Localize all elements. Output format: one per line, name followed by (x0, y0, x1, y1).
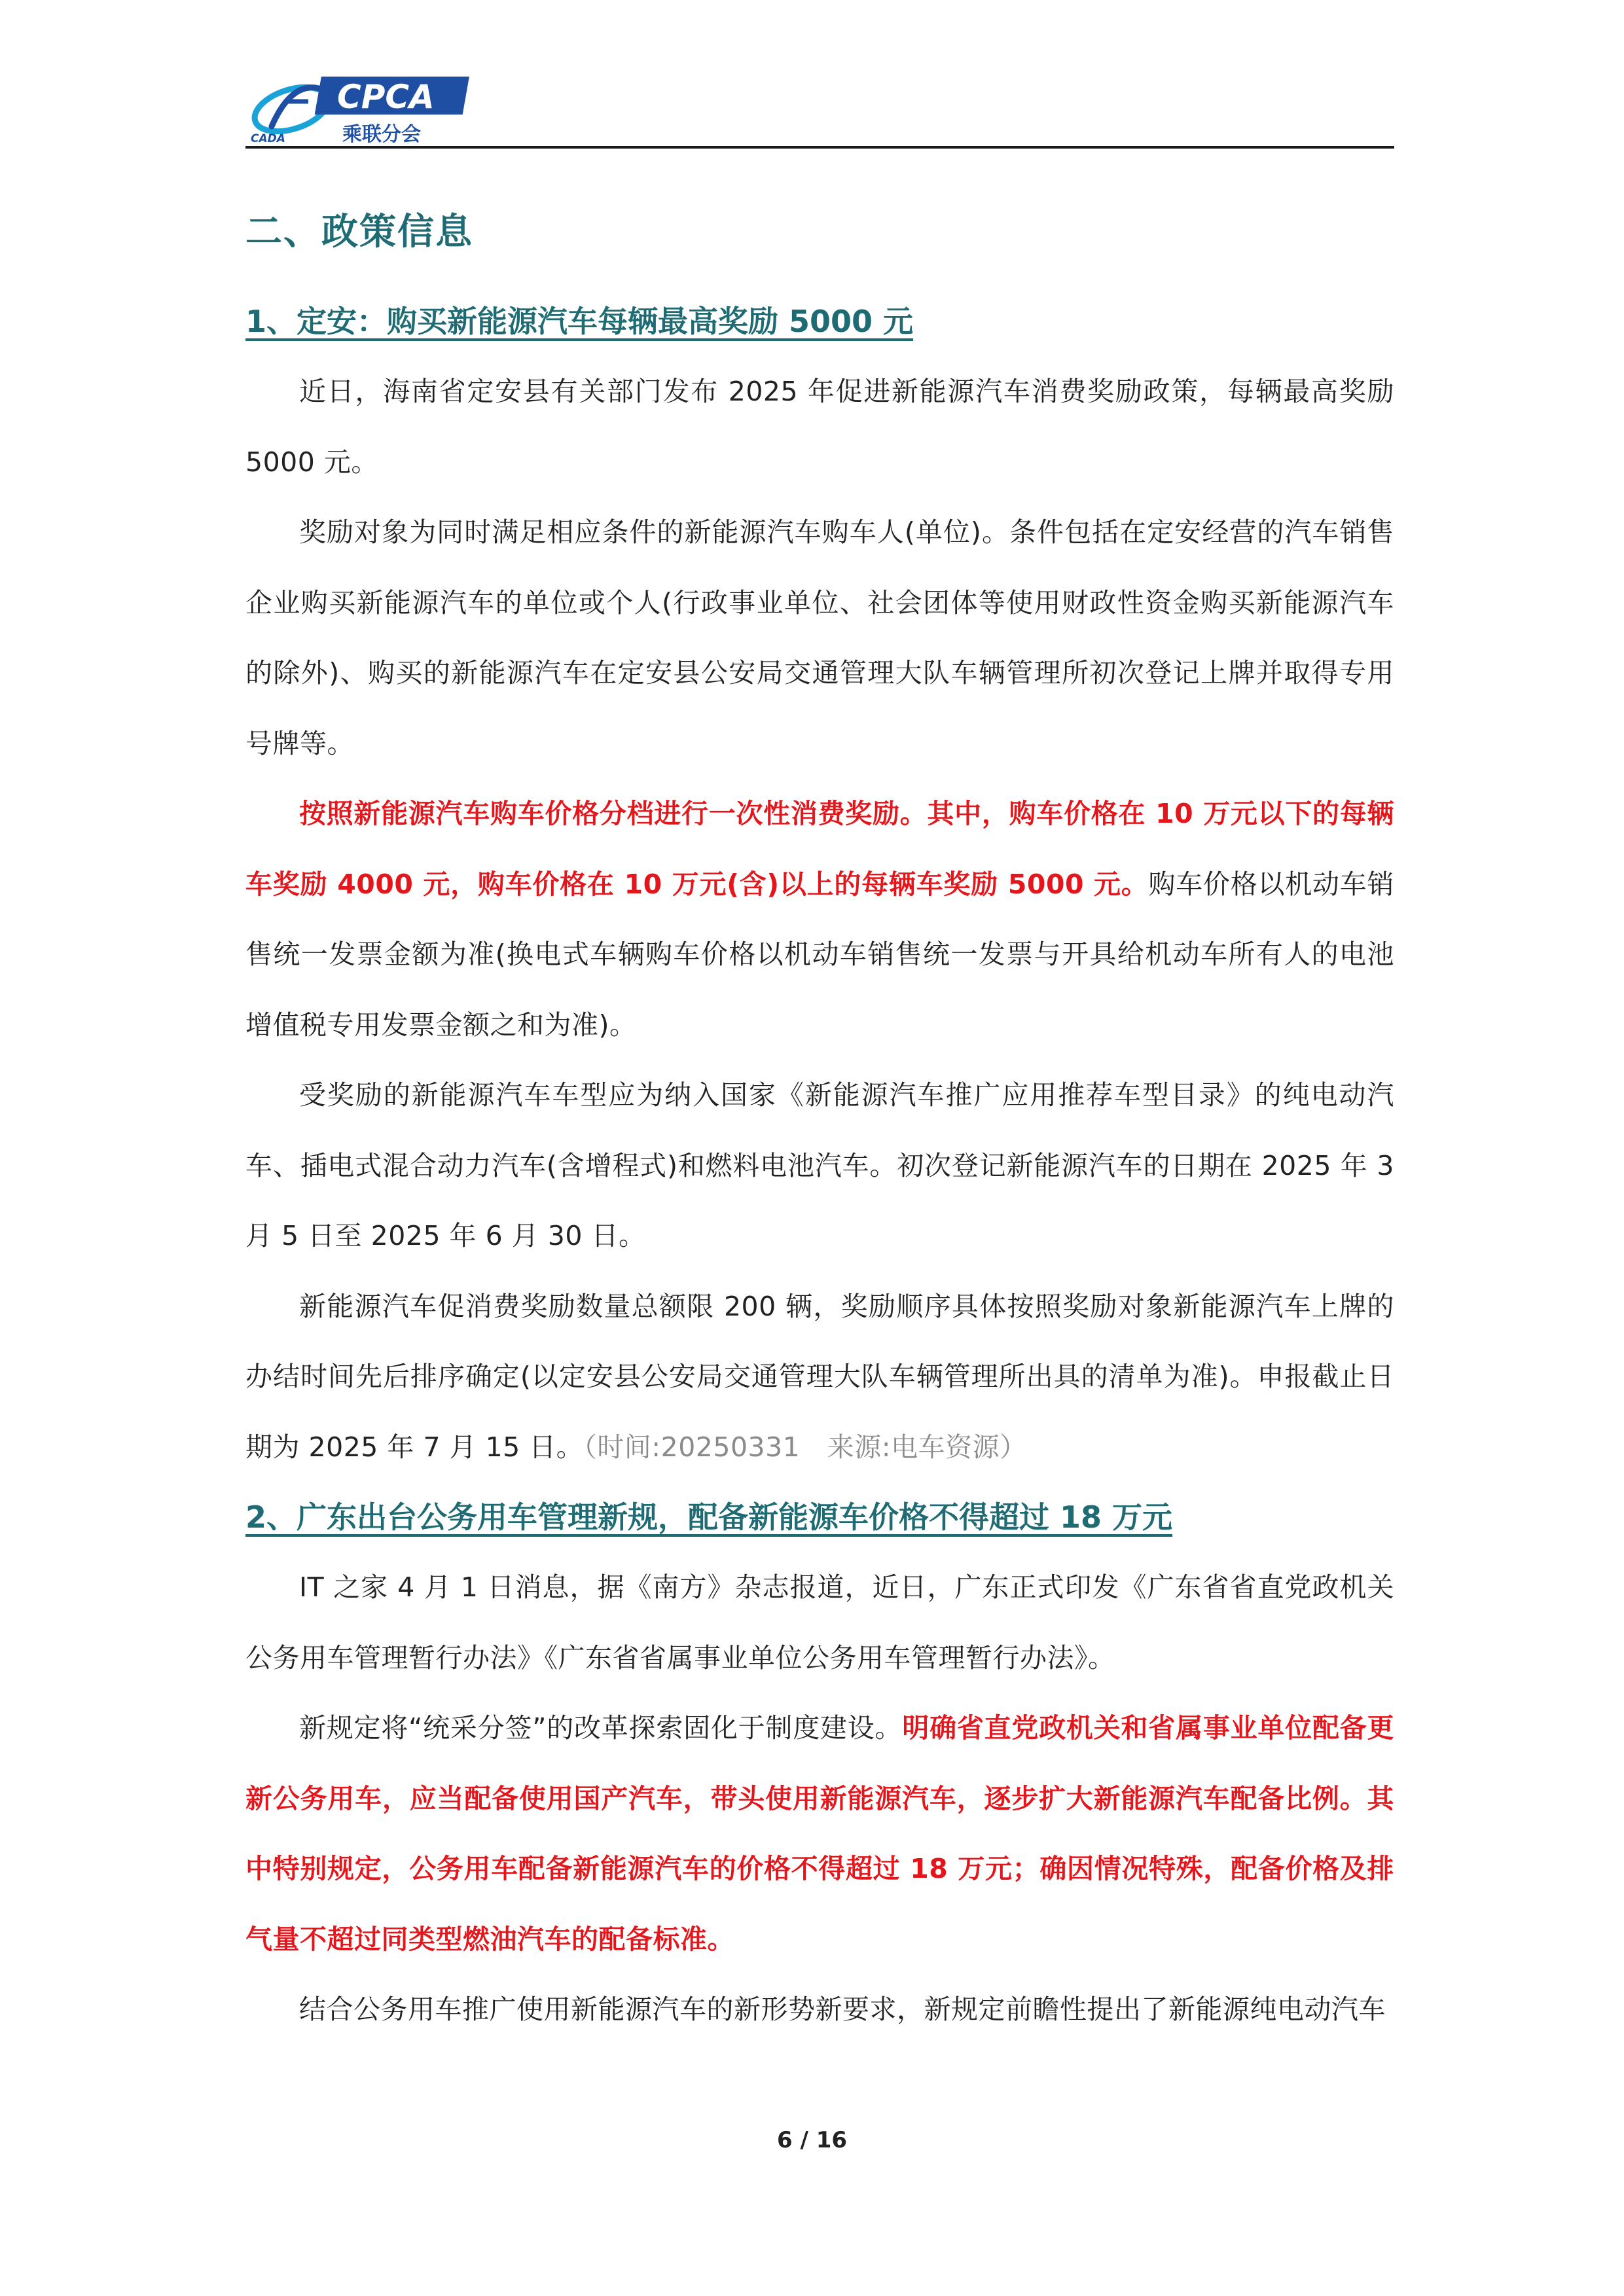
article-1-paragraph-3-rest: 购车价格以机动车销售统一发票金额为准(换电式车辆购车价格以机动车销售统一发票与开具给机动车所有人的电池增值税专用发票金额之和为准)。 (245, 868, 1394, 1041)
article-1-source-meta: （时间:20250331 来源:电车资源） (583, 1431, 1027, 1463)
article-1-paragraph-5 (245, 1272, 1394, 1483)
article-1-paragraph-3 (245, 779, 1394, 1060)
logo-subtitle: 乘联分会 (342, 123, 421, 146)
section-title: 二、政策信息 (245, 211, 473, 253)
article-1-highlight: 按照新能源汽车购车价格分档进行一次性消费奖励。其中，购车价格在 10 万元以下的每辆车奖励 4000 元，购车价格在 10 万元(含)以上的每辆车奖励 5000 元。 (245, 798, 1394, 900)
article-1-paragraph-2: 奖励对象为同时满足相应条件的新能源汽车购车人(单位)。条件包括在定安经营的汽车销售企业购买新能源汽车的单位或个人(行政事业单位、社会团体等使用财政性资金购买新能源汽车的除外)、购买的新能源汽车在定安县公安局交通管理大队车辆管理所初次登记上牌并取得专用号牌等。 (245, 516, 1394, 759)
svg-text:CADA: CADA (251, 132, 285, 145)
cpca-logo (245, 69, 481, 147)
page-number: 6 / 16 (776, 2127, 848, 2153)
article-1-paragraph-4: 受奖励的新能源汽车车型应为纳入国家《新能源汽车推广应用推荐车型目录》的纯电动汽车、插电式混合动力汽车(含增程式)和燃料电池汽车。初次登记新能源汽车的日期在 2025 年 3 月 5 日至 2025 年 6 月 30 日。 (245, 1079, 1394, 1251)
article-2-paragraph-2 (245, 1693, 1394, 1975)
article-1-paragraph-5-text: 新能源汽车促消费奖励数量总额限 200 辆，奖励顺序具体按照奖励对象新能源汽车上牌的办结时间先后排序确定(以定安县公安局交通管理大队车辆管理所出具的清单为准)。申报截止日期为 2025 年 7 月 15 日。 (245, 1290, 1394, 1463)
page-header (245, 69, 1394, 147)
article-2-paragraph-3: 结合公务用车推广使用新能源汽车的新形势新要求，新规定前瞻性提出了新能源纯电动汽车 (299, 1994, 1386, 2025)
article-2-paragraph-1: IT 之家 4 月 1 日消息，据《南方》杂志报道，近日，广东正式印发《广东省省直党政机关公务用车管理暂行办法》《广东省省属事业单位公务用车管理暂行办法》。 (245, 1571, 1394, 1674)
document-body (245, 196, 1394, 2045)
logo-text: CPCA (337, 78, 435, 116)
article-1-title: 1、定安：购买新能源汽车每辆最高奖励 5000 元 (245, 304, 914, 339)
header-rule (245, 146, 1394, 149)
article-2-paragraph-2-lead: 新规定将“统采分签”的改革探索固化于制度建设。 (299, 1712, 903, 1744)
article-2-title: 2、广东出台公务用车管理新规，配备新能源车价格不得超过 18 万元 (245, 1499, 1173, 1535)
article-1-paragraph-1: 近日，海南省定安县有关部门发布 2025 年促进新能源汽车消费奖励政策，每辆最高奖励 5000 元。 (245, 376, 1394, 478)
article-2-highlight: 明确省直党政机关和省属事业单位配备更新公务用车，应当配备使用国产汽车，带头使用新能源汽车，逐步扩大新能源汽车配备比例。其中特别规定，公务用车配备新能源汽车的价格不得超过 18 万元；确因情况特殊，配备价格及排气量不超过同类型燃油汽车的配备标准。 (245, 1712, 1395, 1955)
